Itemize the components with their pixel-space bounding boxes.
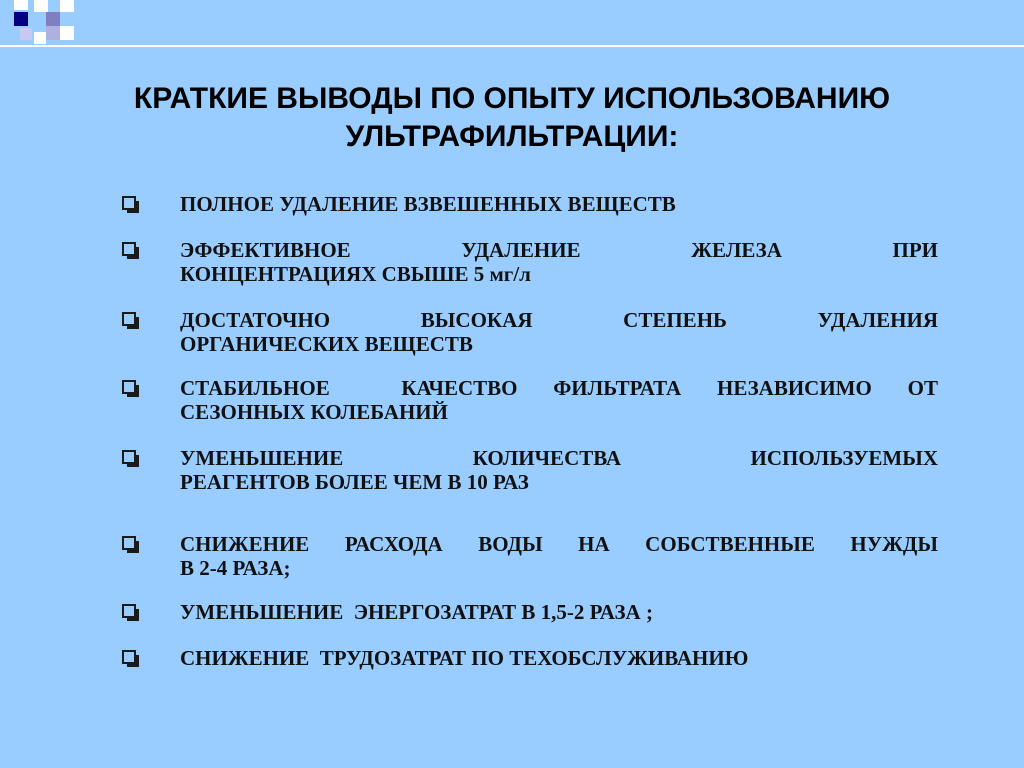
- list-item-line: СНИЖЕНИЕ РАСХОДА ВОДЫ НА СОБСТВЕННЫЕ НУЖДЫ: [180, 532, 938, 556]
- list-item: [122, 192, 938, 216]
- slide-title: [60, 80, 964, 156]
- list-item-line: СЕЗОННЫХ КОЛЕБАНИЙ: [180, 400, 448, 424]
- title-line-2: УЛЬТРАФИЛЬТРАЦИИ:: [345, 120, 679, 153]
- list-item-line: СТАБИЛЬНОЕ КАЧЕСТВО ФИЛЬТРАТА НЕЗАВИСИМО ОТ: [180, 376, 938, 400]
- deco-square: [20, 28, 32, 40]
- checkbox-bullet-icon: [122, 242, 136, 256]
- list-item: [122, 308, 938, 356]
- list-item-line: УМЕНЬШЕНИЕ КОЛИЧЕСТВА ИСПОЛЬЗУЕМЫХ: [180, 446, 938, 470]
- list-item: [122, 532, 938, 580]
- checkbox-bullet-icon: [122, 536, 136, 550]
- deco-square: [46, 26, 60, 40]
- corner-decoration: [0, 0, 1024, 48]
- checkbox-bullet-icon: [122, 450, 136, 464]
- header-divider: [0, 45, 1024, 47]
- list-item-line: КОНЦЕНТРАЦИЯХ СВЫШЕ 5 мг/л: [180, 262, 531, 286]
- checkbox-bullet-icon: [122, 312, 136, 326]
- list-item: [122, 446, 938, 494]
- deco-square: [60, 26, 74, 40]
- list-item-text: [180, 376, 938, 424]
- list-item-line: РЕАГЕНТОВ БОЛЕЕ ЧЕМ В 10 РАЗ: [180, 470, 529, 494]
- list-item-text: [180, 238, 938, 286]
- list-item-line: ПОЛНОЕ УДАЛЕНИЕ ВЗВЕШЕННЫХ ВЕЩЕСТВ: [180, 192, 676, 216]
- list-item-text: [180, 192, 938, 216]
- deco-square: [60, 0, 74, 12]
- deco-square: [14, 12, 28, 26]
- list-item-line: ЭФФЕКТИВНОЕ УДАЛЕНИЕ ЖЕЛЕЗА ПРИ: [180, 238, 938, 262]
- checkbox-bullet-icon: [122, 196, 136, 210]
- list-item-line: СНИЖЕНИЕ ТРУДОЗАТРАТ ПО ТЕХОБСЛУЖИВАНИЮ: [180, 646, 749, 670]
- checkbox-bullet-icon: [122, 604, 136, 618]
- list-item: [122, 646, 938, 670]
- list-item-text: [180, 600, 938, 624]
- deco-square: [34, 32, 46, 44]
- list-item-text: [180, 646, 938, 670]
- deco-square: [46, 12, 60, 26]
- list-item-line: В 2-4 РАЗА;: [180, 556, 291, 580]
- deco-square: [34, 0, 48, 12]
- list-item: [122, 238, 938, 286]
- list-item-line: ДОСТАТОЧНО ВЫСОКАЯ СТЕПЕНЬ УДАЛЕНИЯ: [180, 308, 938, 332]
- list-item: [122, 376, 938, 424]
- checkbox-bullet-icon: [122, 650, 136, 664]
- list-item-text: [180, 308, 938, 356]
- list-item-line: УМЕНЬШЕНИЕ ЭНЕРГОЗАТРАТ В 1,5-2 РАЗА ;: [180, 600, 653, 624]
- title-line-1: КРАТКИЕ ВЫВОДЫ ПО ОПЫТУ ИСПОЛЬЗОВАНИЮ: [133, 82, 891, 115]
- list-item-line: ОРГАНИЧЕСКИХ ВЕЩЕСТВ: [180, 332, 473, 356]
- deco-square: [14, 0, 28, 10]
- list-item-text: [180, 532, 938, 580]
- list-item: [122, 600, 938, 624]
- checkbox-bullet-icon: [122, 380, 136, 394]
- list-item-text: [180, 446, 938, 494]
